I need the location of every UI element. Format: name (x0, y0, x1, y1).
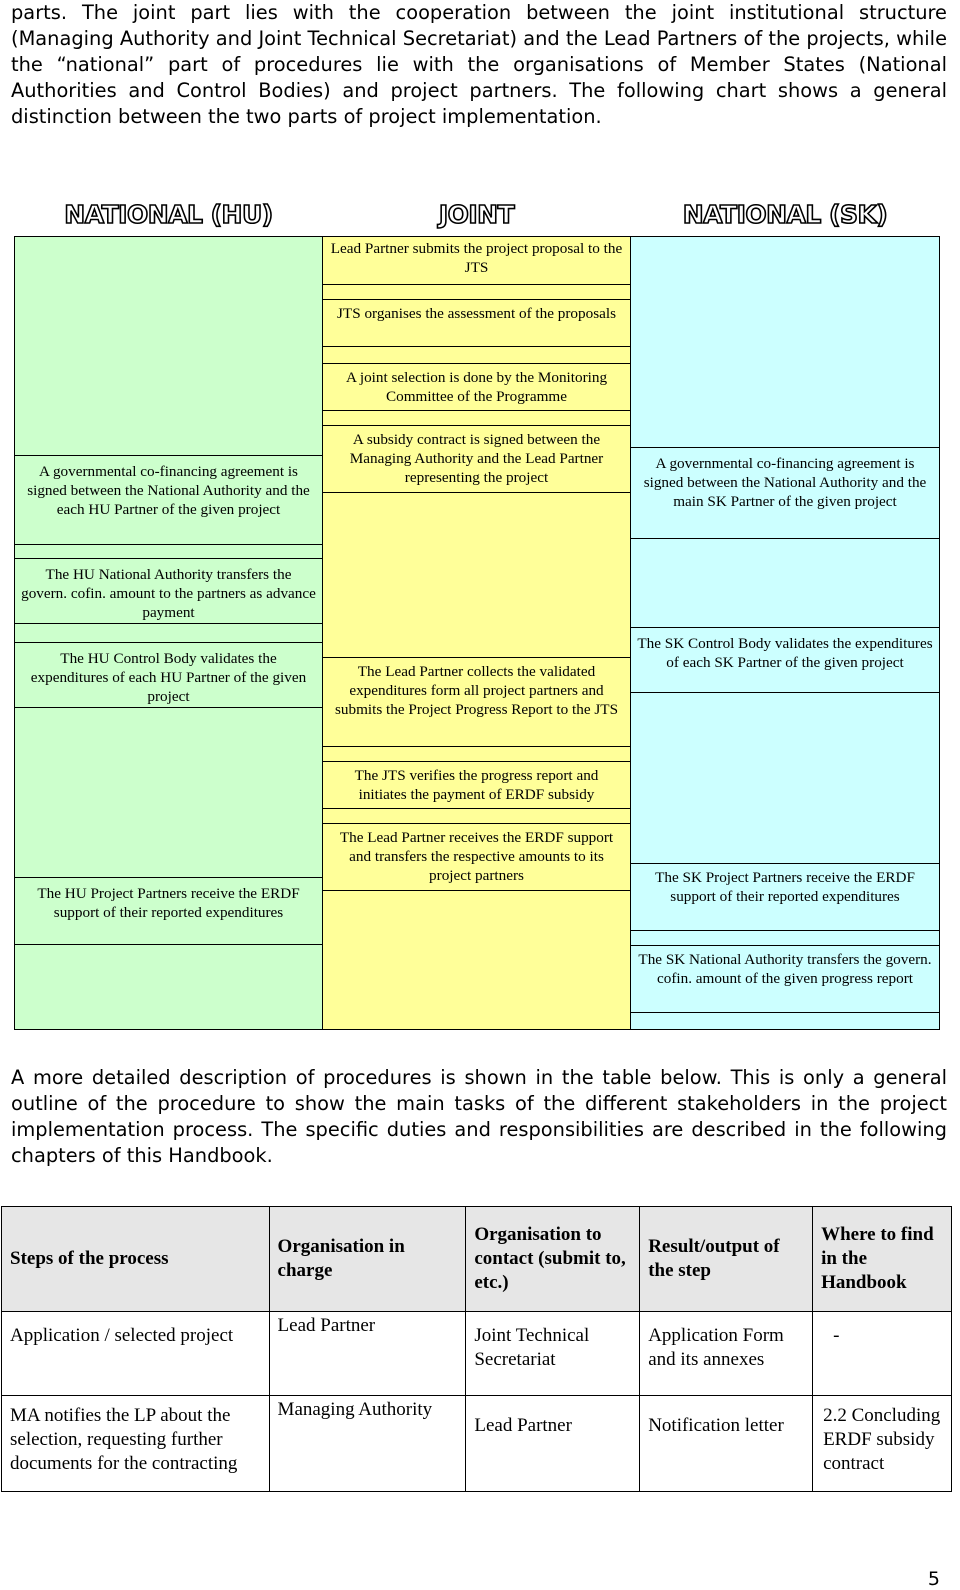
page-number: 5 (927, 1568, 940, 1590)
joint-step-progress-report: The Lead Partner collects the validated expenditures form all project partners and submits the Project Progress Report to the JTS (323, 657, 630, 747)
sk-step-erdf-received: The SK Project Partners receive the ERDF support of their reported expenditures (631, 863, 939, 931)
national-hu-column (14, 236, 323, 1030)
header-organisation-in-charge: Organisation in charge (269, 1207, 466, 1312)
joint-step-proposal-submission: Lead Partner submits the project proposal to the JTS (323, 237, 630, 285)
national-sk-title: NATIONAL (SK) (682, 200, 888, 229)
sk-step-control-body-validation: The SK Control Body validates the expenditures of each SK Partner of the given project (631, 627, 939, 693)
detail-paragraph: A more detailed description of procedures is shown in the table below. This is only a general outline of the procedure to show the main tasks of the different stakeholders in the project implementation process. The specific duties and responsibilities are described in the following chapters of this Handbook. (11, 1066, 947, 1167)
table-cell: Lead Partner (269, 1312, 466, 1396)
sk-step-govern-cofin-transfer: The SK National Authority transfers the govern. cofin. amount of the given progress report (631, 945, 939, 1013)
sk-step-cofinancing-agreement: A governmental co-financing agreement is signed between the National Authority and the main SK Partner of the given project (631, 447, 939, 539)
table-row (2, 1396, 952, 1492)
procedure-table (1, 1206, 952, 1492)
table-cell: - (813, 1312, 952, 1396)
national-sk-column (630, 236, 940, 1030)
table-cell: Application / selected project (2, 1312, 270, 1396)
hu-step-erdf-received: The HU Project Partners receive the ERDF support of their reported expenditures (15, 877, 322, 945)
table-cell: Notification letter (640, 1396, 813, 1492)
intro-paragraph: parts. The joint part lies with the cooperation between the joint institutional structure (Managing Authority and Joint Technical Secretariat) and the Lead Partners of the projects, while the “national” part of procedures lie with the organisations of Member States (National Authorities and Control Bodies) and project partners. The following chart shows a general distinction between the two parts of project implementation. (11, 1, 947, 128)
header-organisation-to-contact: Organisation to contact (submit to, etc.) (466, 1207, 640, 1312)
header-where-to-find: Where to find in the Handbook (813, 1207, 952, 1312)
table-row (2, 1312, 952, 1396)
hu-step-control-body-validation: The HU Control Body validates the expenditures of each HU Partner of the given project (15, 642, 322, 708)
joint-step-assessment: JTS organises the assessment of the proposals (323, 299, 630, 347)
table-cell: Joint Technical Secretariat (466, 1312, 640, 1396)
table-cell: 2.2 Concluding ERDF subsidy contract (813, 1396, 952, 1492)
table-cell: MA notifies the LP about the selection, requesting further documents for the contracting (2, 1396, 270, 1492)
joint-step-verification: The JTS verifies the progress report and initiates the payment of ERDF subsidy (323, 761, 630, 809)
joint-step-selection: A joint selection is done by the Monitoring Committee of the Programme (323, 363, 630, 411)
table-cell: Lead Partner (466, 1396, 640, 1492)
header-result-output: Result/output of the step (640, 1207, 813, 1312)
joint-step-subsidy-contract: A subsidy contract is signed between the Managing Authority and the Lead Partner representing the project (323, 425, 630, 493)
joint-title: JOINT (438, 200, 515, 229)
hu-step-cofinancing-agreement: A governmental co-financing agreement is signed between the National Authority and the each HU Partner of the given project (15, 455, 322, 545)
national-hu-title: NATIONAL (HU) (64, 200, 273, 229)
hu-step-advance-payment: The HU National Authority transfers the govern. cofin. amount to the partners as advance payment (15, 558, 322, 624)
table-header-row (2, 1207, 952, 1312)
joint-step-erdf-transfer: The Lead Partner receives the ERDF support and transfers the respective amounts to its project partners (323, 823, 630, 891)
joint-column (322, 236, 631, 1030)
header-steps: Steps of the process (2, 1207, 270, 1312)
table-cell: Application Form and its annexes (640, 1312, 813, 1396)
table-cell: Managing Authority (269, 1396, 466, 1492)
